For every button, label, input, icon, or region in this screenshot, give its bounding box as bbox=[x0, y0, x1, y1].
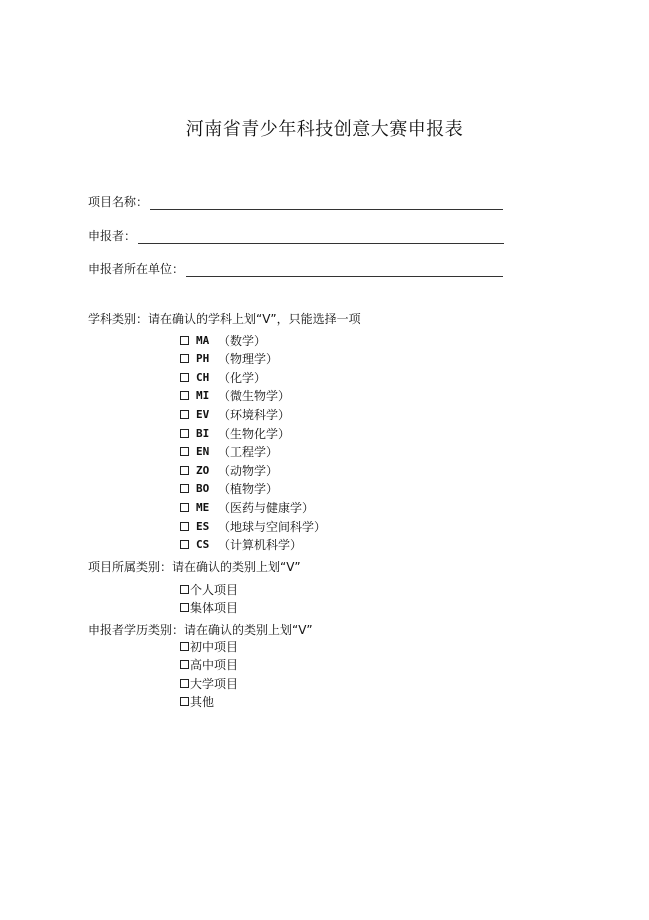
education-option[interactable] bbox=[180, 675, 238, 691]
checkbox-icon[interactable] bbox=[180, 679, 189, 688]
checkbox-icon[interactable] bbox=[180, 391, 189, 400]
checkbox-icon[interactable] bbox=[180, 585, 189, 594]
subject-label: （环境科学） bbox=[218, 407, 291, 422]
applicant-field[interactable] bbox=[88, 227, 504, 244]
subject-option-mi[interactable] bbox=[180, 388, 290, 404]
subject-option-bo[interactable] bbox=[180, 481, 278, 497]
applicant-unit-field[interactable] bbox=[88, 260, 503, 277]
checkbox-icon[interactable] bbox=[180, 522, 189, 531]
education-option[interactable] bbox=[180, 638, 238, 654]
subject-label: （物理学） bbox=[218, 352, 279, 367]
project-name-line[interactable] bbox=[150, 197, 503, 210]
checkbox-icon[interactable] bbox=[180, 540, 189, 549]
subject-code: BO bbox=[196, 482, 210, 496]
checkbox-icon[interactable] bbox=[180, 603, 189, 612]
checkbox-icon[interactable] bbox=[180, 447, 189, 456]
education-option[interactable] bbox=[180, 694, 214, 710]
subject-code: MA bbox=[196, 333, 210, 347]
checkbox-icon[interactable] bbox=[180, 429, 189, 438]
subject-code: CS bbox=[196, 538, 210, 552]
project-type-heading: 项目所属类别：请在确认的类别上划“V” bbox=[88, 560, 301, 574]
project-type-option-label: 集体项目 bbox=[190, 601, 239, 616]
page-title: 河南省青少年科技创意大赛申报表 bbox=[185, 119, 464, 140]
applicant-unit-line[interactable] bbox=[186, 264, 503, 277]
education-option-label: 高中项目 bbox=[190, 658, 239, 673]
subject-heading: 学科类别：请在确认的学科上划“V”，只能选择一项 bbox=[88, 312, 361, 326]
checkbox-icon[interactable] bbox=[180, 336, 189, 345]
subject-label: （数学） bbox=[218, 333, 267, 348]
subject-label: （动物学） bbox=[218, 463, 279, 478]
project-name-field[interactable] bbox=[88, 193, 503, 210]
education-option[interactable] bbox=[180, 657, 238, 673]
subject-code: MI bbox=[196, 389, 210, 403]
subject-option-ma[interactable] bbox=[180, 332, 266, 348]
education-option-label: 其他 bbox=[190, 695, 215, 710]
project-type-option[interactable] bbox=[180, 600, 238, 616]
subject-label: （微生物学） bbox=[218, 389, 291, 404]
checkbox-icon[interactable] bbox=[180, 660, 189, 669]
subject-option-en[interactable] bbox=[180, 444, 278, 460]
subject-label: （植物学） bbox=[218, 482, 279, 497]
subject-label: （地球与空间科学） bbox=[218, 519, 327, 534]
checkbox-icon[interactable] bbox=[180, 503, 189, 512]
education-option-label: 初中项目 bbox=[190, 639, 239, 654]
subject-code: EV bbox=[196, 407, 210, 421]
subject-code: ZO bbox=[196, 463, 210, 477]
subject-option-zo[interactable] bbox=[180, 462, 278, 478]
subject-option-ch[interactable] bbox=[180, 369, 266, 385]
subject-code: ES bbox=[196, 519, 210, 533]
subject-option-es[interactable] bbox=[180, 518, 326, 534]
subject-code: BI bbox=[196, 426, 210, 440]
project-type-option[interactable] bbox=[180, 581, 238, 597]
checkbox-icon[interactable] bbox=[180, 642, 189, 651]
subject-option-me[interactable] bbox=[180, 499, 314, 515]
checkbox-icon[interactable] bbox=[180, 410, 189, 419]
subject-label: （生物化学） bbox=[218, 426, 291, 441]
subject-code: PH bbox=[196, 352, 210, 366]
subject-code: ME bbox=[196, 500, 210, 514]
checkbox-icon[interactable] bbox=[180, 354, 189, 363]
checkbox-icon[interactable] bbox=[180, 697, 189, 706]
applicant-label: 申报者： bbox=[88, 229, 137, 243]
applicant-unit-label: 申报者所在单位： bbox=[88, 262, 185, 276]
checkbox-icon[interactable] bbox=[180, 373, 189, 382]
applicant-line[interactable] bbox=[138, 231, 504, 244]
subject-label: （医药与健康学） bbox=[218, 500, 315, 515]
subject-option-ev[interactable] bbox=[180, 406, 290, 422]
project-name-label: 项目名称： bbox=[88, 195, 149, 209]
education-heading: 申报者学历类别：请在确认的类别上划“V” bbox=[88, 623, 313, 637]
subject-label: （工程学） bbox=[218, 445, 279, 460]
subject-label: （计算机科学） bbox=[218, 538, 303, 553]
checkbox-icon[interactable] bbox=[180, 484, 189, 493]
education-option-label: 大学项目 bbox=[190, 676, 239, 691]
subject-code: CH bbox=[196, 370, 210, 384]
project-type-option-label: 个人项目 bbox=[190, 582, 239, 597]
subject-label: （化学） bbox=[218, 370, 267, 385]
subject-option-cs[interactable] bbox=[180, 537, 302, 553]
checkbox-icon[interactable] bbox=[180, 466, 189, 475]
subject-option-bi[interactable] bbox=[180, 425, 290, 441]
subject-option-ph[interactable] bbox=[180, 351, 278, 367]
subject-code: EN bbox=[196, 445, 210, 459]
